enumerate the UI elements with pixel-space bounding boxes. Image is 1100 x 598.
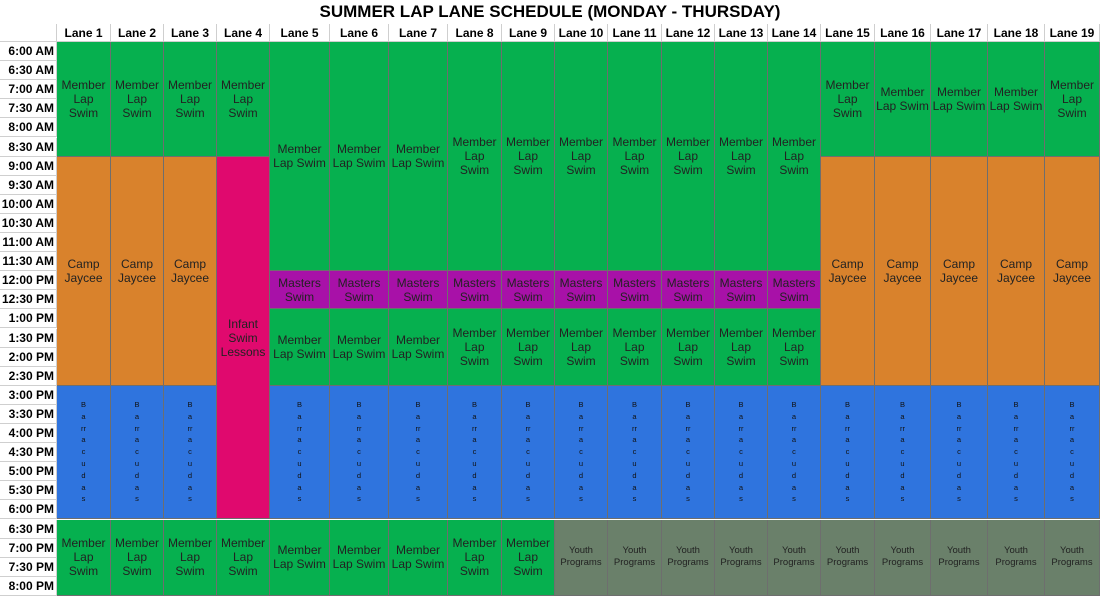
lane-header: Lane 3 <box>164 24 217 42</box>
time-label: 3:00 PM <box>0 386 57 405</box>
barracudas-block[interactable] <box>330 386 389 520</box>
block-label: Member Lap Swim <box>452 536 497 579</box>
masters-block[interactable] <box>768 271 821 309</box>
block-label: Member Lap Swim <box>505 135 550 178</box>
block-label: Member Lap Swim <box>989 84 1043 113</box>
member-block[interactable] <box>270 520 330 596</box>
block-label: Youth Programs <box>938 545 980 569</box>
block-label: Youth Programs <box>667 545 709 569</box>
block-label: Masters Swim <box>337 275 381 304</box>
lane-header: Lane 5 <box>270 24 330 42</box>
barracudas-block[interactable] <box>988 386 1045 520</box>
member-block[interactable] <box>555 42 608 271</box>
masters-block[interactable] <box>608 271 662 309</box>
youth-block[interactable] <box>662 520 715 596</box>
time-label: 11:00 AM <box>0 233 57 252</box>
member-block[interactable] <box>821 42 875 157</box>
member-block[interactable] <box>768 309 821 385</box>
masters-block[interactable] <box>715 271 768 309</box>
block-label: Member Lap Swim <box>505 326 550 369</box>
block-label: Barracudas <box>685 400 691 504</box>
block-label: Infant Swim Lessons <box>220 316 266 359</box>
time-label: 8:00 AM <box>0 118 57 137</box>
block-label: Member Lap Swim <box>718 326 763 369</box>
block-label: Barracudas <box>1013 400 1019 504</box>
schedule-title: SUMMER LAP LANE SCHEDULE (MONDAY - THURSDAY) <box>319 2 781 21</box>
block-label: Masters Swim <box>559 275 603 304</box>
member-block[interactable] <box>555 309 608 385</box>
block-label: Barracudas <box>525 400 531 504</box>
time-label: 2:00 PM <box>0 348 57 367</box>
block-label: Camp Jaycee <box>883 256 922 285</box>
lane-header: Lane 10 <box>555 24 608 42</box>
time-label: 6:00 PM <box>0 500 57 519</box>
time-label: 12:00 PM <box>0 271 57 290</box>
lane-header: Lane 14 <box>768 24 821 42</box>
block-label: Masters Swim <box>772 275 816 304</box>
camp-block[interactable] <box>931 157 988 386</box>
block-label: Member Lap Swim <box>332 142 386 171</box>
member-block[interactable] <box>330 42 389 271</box>
member-block[interactable] <box>217 42 270 157</box>
masters-block[interactable] <box>555 271 608 309</box>
time-label: 1:30 PM <box>0 329 57 348</box>
block-label: Masters Swim <box>396 275 440 304</box>
member-block[interactable] <box>1045 42 1100 157</box>
block-label: Camp Jaycee <box>828 256 867 285</box>
time-label: 6:30 PM <box>0 520 57 539</box>
barracudas-block[interactable] <box>931 386 988 520</box>
camp-block[interactable] <box>57 157 111 386</box>
barracudas-block[interactable] <box>270 386 330 520</box>
lane-header: Lane 4 <box>217 24 270 42</box>
barracudas-block[interactable] <box>768 386 821 520</box>
block-label: Barracudas <box>415 400 421 504</box>
member-block[interactable] <box>608 42 662 271</box>
member-block[interactable] <box>715 309 768 385</box>
member-block[interactable] <box>448 520 502 596</box>
time-label: 5:30 PM <box>0 481 57 500</box>
block-label: Member Lap Swim <box>452 326 497 369</box>
block-label: Member Lap Swim <box>273 333 326 362</box>
block-label: Masters Swim <box>613 275 656 304</box>
block-label: Youth Programs <box>720 545 762 569</box>
block-label: Member Lap Swim <box>220 536 265 579</box>
block-label: Youth Programs <box>826 545 869 569</box>
youth-block[interactable] <box>931 520 988 596</box>
lane-header: Lane 7 <box>389 24 448 42</box>
block-label: Barracudas <box>578 400 584 504</box>
block-label: Member Lap Swim <box>612 326 657 369</box>
member-block[interactable] <box>389 309 448 385</box>
time-label: 7:30 AM <box>0 99 57 118</box>
lane-header: Lane 18 <box>988 24 1045 42</box>
masters-block[interactable] <box>270 271 330 309</box>
member-block[interactable] <box>164 42 217 157</box>
time-label: 7:00 PM <box>0 539 57 558</box>
block-label: Masters Swim <box>453 275 496 304</box>
block-label: Member Lap Swim <box>332 333 386 362</box>
header-corner <box>0 24 57 42</box>
barracudas-block[interactable] <box>875 386 931 520</box>
youth-block[interactable] <box>715 520 768 596</box>
block-label: Member Lap Swim <box>612 135 657 178</box>
block-label: Barracudas <box>296 400 302 504</box>
youth-block[interactable] <box>875 520 931 596</box>
block-label: Barracudas <box>187 400 193 504</box>
barracudas-block[interactable] <box>111 386 164 520</box>
lane-header: Lane 2 <box>111 24 164 42</box>
lane-header: Lane 15 <box>821 24 875 42</box>
member-block[interactable] <box>448 309 502 385</box>
member-block[interactable] <box>270 309 330 385</box>
time-label: 6:30 AM <box>0 61 57 80</box>
barracudas-block[interactable] <box>57 386 111 520</box>
block-label: Barracudas <box>356 400 362 504</box>
block-label: Youth Programs <box>1051 545 1093 569</box>
member-block[interactable] <box>502 42 555 271</box>
lane-header: Lane 11 <box>608 24 662 42</box>
member-block[interactable] <box>57 42 111 157</box>
member-block[interactable] <box>875 42 931 157</box>
block-label: Member Lap Swim <box>876 84 929 113</box>
masters-block[interactable] <box>330 271 389 309</box>
block-label: Masters Swim <box>506 275 550 304</box>
camp-block[interactable] <box>988 157 1045 386</box>
member-block[interactable] <box>931 42 988 157</box>
barracudas-block[interactable] <box>662 386 715 520</box>
block-label: Member Lap Swim <box>273 142 326 171</box>
member-block[interactable] <box>715 42 768 271</box>
block-label: Youth Programs <box>995 545 1037 569</box>
block-label: Camp Jaycee <box>117 256 157 285</box>
block-label: Member Lap Swim <box>167 536 212 579</box>
block-label: Youth Programs <box>560 545 602 569</box>
block-label: Camp Jaycee <box>170 256 210 285</box>
lane-header: Lane 9 <box>502 24 555 42</box>
youth-block[interactable] <box>555 520 608 596</box>
barracudas-block[interactable] <box>448 386 502 520</box>
block-label: Masters Swim <box>719 275 763 304</box>
member-block[interactable] <box>768 42 821 271</box>
time-label: 8:00 PM <box>0 577 57 596</box>
member-block[interactable] <box>448 42 502 271</box>
member-block[interactable] <box>217 520 270 596</box>
masters-block[interactable] <box>502 271 555 309</box>
time-label: 10:00 AM <box>0 195 57 214</box>
camp-block[interactable] <box>821 157 875 386</box>
block-label: Member Lap Swim <box>273 543 326 572</box>
lane-header: Lane 12 <box>662 24 715 42</box>
block-label: Member Lap Swim <box>771 326 816 369</box>
block-label: Member Lap Swim <box>391 142 445 171</box>
time-label: 6:00 AM <box>0 42 57 61</box>
block-label: Member Lap Swim <box>825 77 870 120</box>
member-block[interactable] <box>330 309 389 385</box>
member-block[interactable] <box>502 309 555 385</box>
lane-header: Lane 17 <box>931 24 988 42</box>
block-label: Member Lap Swim <box>558 135 603 178</box>
block-label: Masters Swim <box>666 275 710 304</box>
barracudas-block[interactable] <box>1045 386 1100 520</box>
time-label: 11:30 AM <box>0 252 57 271</box>
block-label: Member Lap Swim <box>665 135 710 178</box>
barracudas-block[interactable] <box>715 386 768 520</box>
block-label: Member Lap Swim <box>61 536 106 579</box>
block-label: Barracudas <box>956 400 962 504</box>
time-label: 9:30 AM <box>0 176 57 195</box>
time-label: 4:30 PM <box>0 443 57 462</box>
block-label: Member Lap Swim <box>505 536 550 579</box>
schedule-grid <box>0 24 1100 598</box>
masters-block[interactable] <box>389 271 448 309</box>
lane-header: Lane 19 <box>1045 24 1100 42</box>
block-label: Barracudas <box>631 400 637 504</box>
youth-block[interactable] <box>768 520 821 596</box>
time-label: 9:00 AM <box>0 157 57 176</box>
camp-block[interactable] <box>111 157 164 386</box>
time-label: 5:00 PM <box>0 462 57 481</box>
block-label: Member Lap Swim <box>220 77 265 120</box>
block-label: Member Lap Swim <box>558 326 603 369</box>
time-label: 4:00 PM <box>0 424 57 443</box>
block-label: Barracudas <box>80 400 86 504</box>
lane-header: Lane 6 <box>330 24 389 42</box>
youth-block[interactable] <box>1045 520 1100 596</box>
block-label: Member Lap Swim <box>167 77 212 120</box>
block-label: Barracudas <box>899 400 905 504</box>
member-block[interactable] <box>988 42 1045 157</box>
infant-block[interactable] <box>217 157 270 520</box>
block-label: Member Lap Swim <box>332 543 386 572</box>
barracudas-block[interactable] <box>821 386 875 520</box>
camp-block[interactable] <box>1045 157 1100 386</box>
block-label: Member Lap Swim <box>114 77 159 120</box>
block-label: Camp Jaycee <box>64 256 103 285</box>
lane-header: Lane 8 <box>448 24 502 42</box>
member-block[interactable] <box>57 520 111 596</box>
block-label: Barracudas <box>738 400 744 504</box>
barracudas-block[interactable] <box>502 386 555 520</box>
member-block[interactable] <box>389 520 448 596</box>
block-label: Camp Jaycee <box>939 256 979 285</box>
member-block[interactable] <box>662 309 715 385</box>
block-label: Member Lap Swim <box>665 326 710 369</box>
camp-block[interactable] <box>164 157 217 386</box>
block-label: Barracudas <box>1069 400 1075 504</box>
member-block[interactable] <box>502 520 555 596</box>
member-block[interactable] <box>270 42 330 271</box>
block-label: Barracudas <box>791 400 797 504</box>
member-block[interactable] <box>662 42 715 271</box>
time-label: 12:30 PM <box>0 290 57 309</box>
masters-block[interactable] <box>448 271 502 309</box>
block-label: Member Lap Swim <box>61 77 106 120</box>
block-label: Barracudas <box>471 400 477 504</box>
masters-block[interactable] <box>662 271 715 309</box>
lane-header: Lane 16 <box>875 24 931 42</box>
camp-block[interactable] <box>875 157 931 386</box>
time-label: 8:30 AM <box>0 138 57 157</box>
youth-block[interactable] <box>608 520 662 596</box>
block-label: Camp Jaycee <box>996 256 1036 285</box>
block-label: Youth Programs <box>613 545 656 569</box>
block-label: Member Lap Swim <box>718 135 763 178</box>
member-block[interactable] <box>111 42 164 157</box>
block-label: Masters Swim <box>278 275 321 304</box>
youth-block[interactable] <box>821 520 875 596</box>
block-label: Barracudas <box>844 400 850 504</box>
block-label: Member Lap Swim <box>771 135 816 178</box>
barracudas-block[interactable] <box>389 386 448 520</box>
time-label: 7:00 AM <box>0 80 57 99</box>
time-label: 2:30 PM <box>0 367 57 386</box>
time-label: 1:00 PM <box>0 309 57 328</box>
block-label: Barracudas <box>134 400 140 504</box>
member-block[interactable] <box>111 520 164 596</box>
member-block[interactable] <box>330 520 389 596</box>
lane-header: Lane 1 <box>57 24 111 42</box>
block-label: Member Lap Swim <box>391 333 445 362</box>
block-label: Member Lap Swim <box>932 84 986 113</box>
block-label: Member Lap Swim <box>452 135 497 178</box>
time-label: 3:30 PM <box>0 405 57 424</box>
block-label: Member Lap Swim <box>391 543 445 572</box>
member-block[interactable] <box>164 520 217 596</box>
barracudas-block[interactable] <box>555 386 608 520</box>
member-block[interactable] <box>608 309 662 385</box>
time-label: 7:30 PM <box>0 558 57 577</box>
youth-block[interactable] <box>988 520 1045 596</box>
barracudas-block[interactable] <box>164 386 217 520</box>
member-block[interactable] <box>389 42 448 271</box>
block-label: Camp Jaycee <box>1052 256 1092 285</box>
lane-header: Lane 13 <box>715 24 768 42</box>
block-label: Member Lap Swim <box>1049 77 1094 120</box>
block-label: Youth Programs <box>773 545 815 569</box>
block-label: Youth Programs <box>881 545 924 569</box>
barracudas-block[interactable] <box>608 386 662 520</box>
block-label: Member Lap Swim <box>114 536 159 579</box>
time-label: 10:30 AM <box>0 214 57 233</box>
